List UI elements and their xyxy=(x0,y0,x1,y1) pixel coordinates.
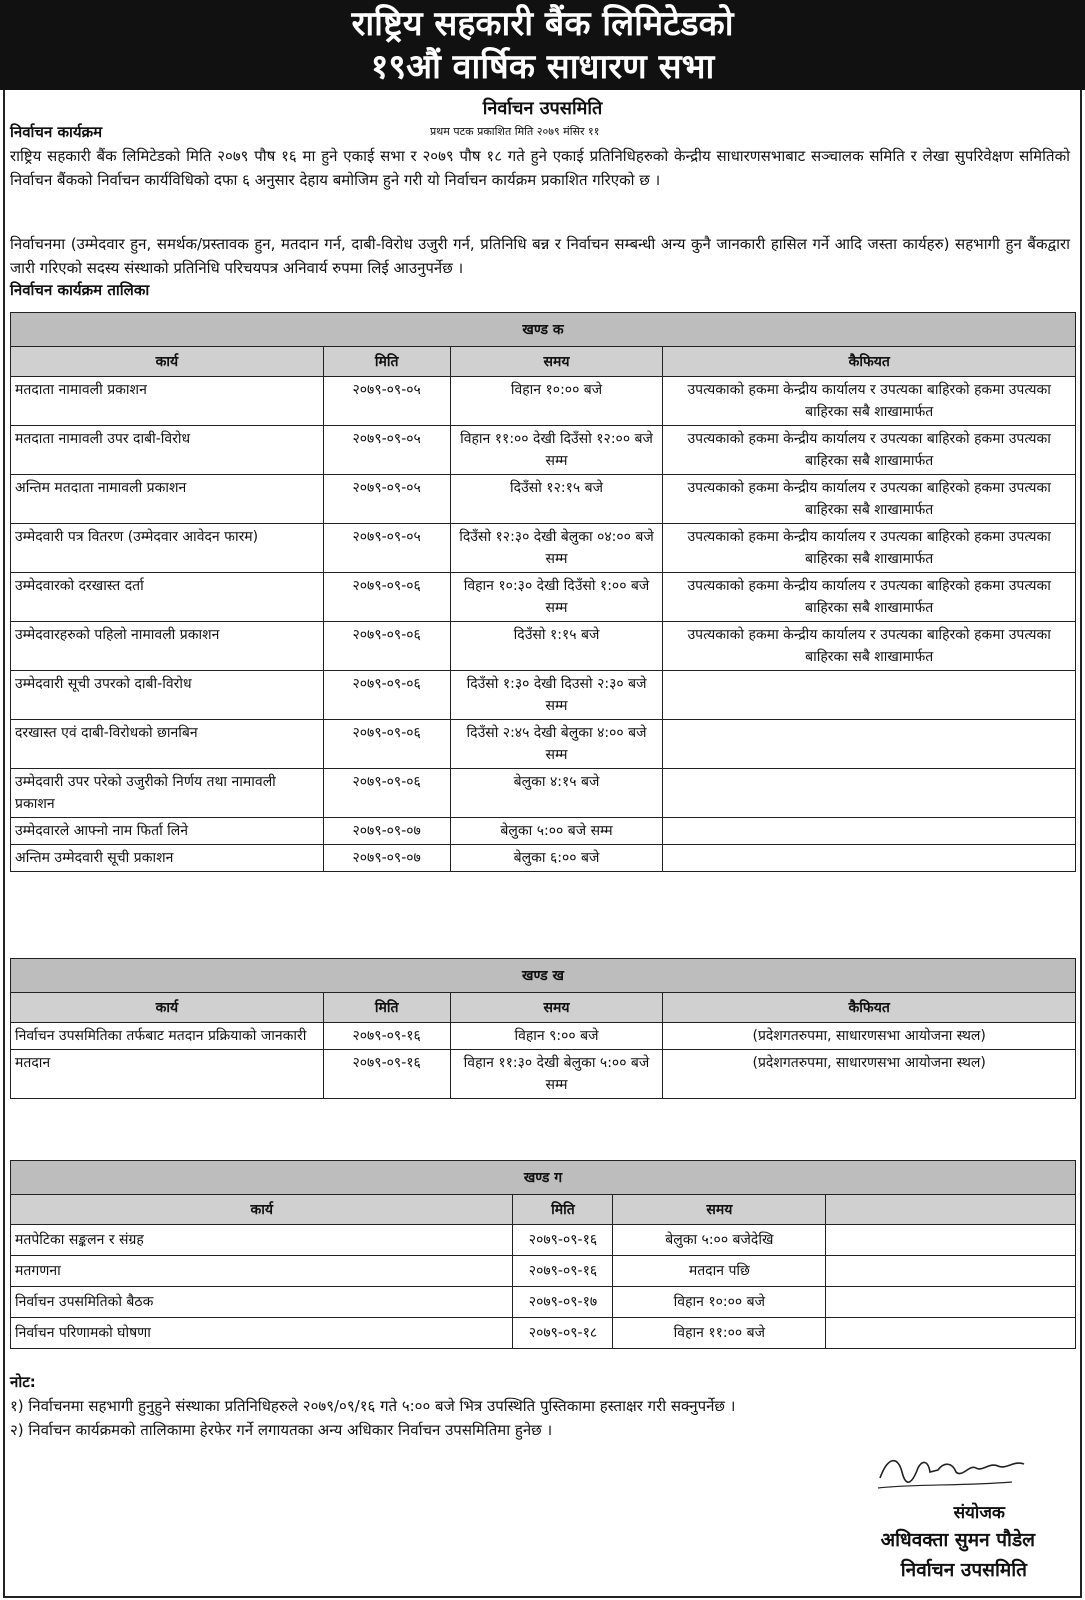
cell-time: विहान ११:०० बजे xyxy=(613,1318,826,1349)
col-header-time: समय xyxy=(450,347,663,377)
cell-remarks xyxy=(663,818,1076,845)
cell-time: विहान ९:०० बजे xyxy=(450,1023,663,1050)
table-row xyxy=(11,1050,1076,1099)
table-row xyxy=(11,475,1076,524)
notes-label: नोट: xyxy=(10,1373,36,1391)
col-header-task: कार्य xyxy=(11,1195,513,1225)
section-b-table xyxy=(10,958,1076,1099)
cell-date: २०७९-०९-१८ xyxy=(513,1318,613,1349)
cell-time: विहान १०:३० देखी दिउँसो १:०० बजे सम्म xyxy=(450,573,663,622)
col-header-remarks: कैफियत xyxy=(663,993,1076,1023)
cell-remarks xyxy=(663,845,1076,872)
cell-task: अन्तिम उम्मेदवारी सूची प्रकाशन xyxy=(11,845,324,872)
col-header-blank xyxy=(826,1195,1076,1225)
cell-remarks: उपत्यकाको हकमा केन्द्रीय कार्यालय र उपत्यका बाहिरको हकमा उपत्यका बाहिरका सबै शाखामार्फत xyxy=(663,377,1076,426)
cell-date: २०७९-०९-०६ xyxy=(323,769,450,818)
cell-date: २०७९-०९-०७ xyxy=(323,845,450,872)
cell-blank xyxy=(826,1318,1076,1349)
cell-remarks: उपत्यकाको हकमा केन्द्रीय कार्यालय र उपत्यका बाहिरको हकमा उपत्यका बाहिरका सबै शाखामार्फत xyxy=(663,622,1076,671)
cell-date: २०७९-०९-०७ xyxy=(323,818,450,845)
cell-remarks: उपत्यकाको हकमा केन्द्रीय कार्यालय र उपत्यका बाहिरको हकमा उपत्यका बाहिरका सबै शाखामार्फत xyxy=(663,524,1076,573)
cell-date: २०७९-०९-०६ xyxy=(323,720,450,769)
meeting-title: १९औं वार्षिक साधारण सभा xyxy=(370,47,715,87)
cell-remarks: (प्रदेशगतरुपमा, साधारणसभा आयोजना स्थल) xyxy=(663,1050,1076,1099)
section-c-title: खण्ड ग xyxy=(11,1161,1076,1195)
cell-date: २०७९-०९-०५ xyxy=(323,475,450,524)
cell-date: २०७९-०९-०५ xyxy=(323,524,450,573)
cell-task: उम्मेदवारहरुको पहिलो नामावली प्रकाशन xyxy=(11,622,324,671)
cell-task: निर्वाचन परिणामको घोषणा xyxy=(11,1318,513,1349)
program-label: निर्वाचन कार्यक्रम xyxy=(10,123,103,141)
table-row xyxy=(11,426,1076,475)
cell-date: २०७९-०९-०५ xyxy=(323,426,450,475)
signatory-title: संयोजक xyxy=(953,1503,1005,1523)
cell-date: २०७९-०९-०५ xyxy=(323,377,450,426)
signatory-organization: निर्वाचन उपसमिति xyxy=(900,1559,1027,1581)
cell-task: उम्मेदवारी सूची उपरको दाबी-विरोध xyxy=(11,671,324,720)
section-c-table xyxy=(10,1160,1076,1349)
cell-blank xyxy=(826,1225,1076,1256)
cell-task: उम्मेदवारी पत्र वितरण (उम्मेदवार आवेदन फारम) xyxy=(11,524,324,573)
col-header-remarks: कैफियत xyxy=(663,347,1076,377)
table-row xyxy=(11,671,1076,720)
cell-time: दिउँसो १२:१५ बजे xyxy=(450,475,663,524)
table-row xyxy=(11,1225,1076,1256)
note-1: १) निर्वाचनमा सहभागी हुनुहुने संस्थाका प्रतिनिधिहरुले २०७९/०९/१६ गते ५:०० बजे भित्र उपस्थिति पुस्तिकामा हस्ताक्षर गरी सक्नुपर्नेछ । xyxy=(10,1397,736,1415)
table-row xyxy=(11,1318,1076,1349)
cell-task: मतपेटिका सङ्कलन र संग्रह xyxy=(11,1225,513,1256)
cell-task: मतदाता नामावली उपर दाबी-विरोध xyxy=(11,426,324,475)
cell-remarks xyxy=(663,769,1076,818)
section-a-header-row xyxy=(11,347,1076,377)
schedule-table-title: निर्वाचन कार्यक्रम तालिका xyxy=(10,281,150,299)
section-b-header-row xyxy=(11,993,1076,1023)
cell-task: निर्वाचन उपसमितिको बैठक xyxy=(11,1287,513,1318)
cell-date: २०७९-०९-१६ xyxy=(323,1050,450,1099)
table-row xyxy=(11,573,1076,622)
table-row xyxy=(11,1256,1076,1287)
cell-remarks: उपत्यकाको हकमा केन्द्रीय कार्यालय र उपत्यका बाहिरको हकमा उपत्यका बाहिरका सबै शाखामार्फत xyxy=(663,426,1076,475)
cell-blank xyxy=(826,1287,1076,1318)
bank-name-title: राष्ट्रिय सहकारी बैंक लिमिटेडको xyxy=(351,4,734,44)
cell-time: दिउँसो १:१५ बजे xyxy=(450,622,663,671)
cell-remarks: उपत्यकाको हकमा केन्द्रीय कार्यालय र उपत्यका बाहिरको हकमा उपत्यका बाहिरका सबै शाखामार्फत xyxy=(663,475,1076,524)
table-row xyxy=(11,622,1076,671)
cell-time: दिउँसो २:४५ देखी बेलुका ४:०० बजे सम्म xyxy=(450,720,663,769)
note-2: २) निर्वाचन कार्यक्रमको तालिकामा हेरफेर गर्ने लगायतका अन्य अधिकार निर्वाचन उपसमितिमा हुनेछ । xyxy=(10,1421,553,1439)
cell-date: २०७९-०९-१६ xyxy=(323,1023,450,1050)
table-row xyxy=(11,720,1076,769)
election-subcommittee-heading: निर्वाचन उपसमिति xyxy=(482,98,603,119)
publication-note: प्रथम पटक प्रकाशित मिति २०७९ मंसिर ११ xyxy=(430,125,600,138)
table-row xyxy=(11,769,1076,818)
cell-time: बेलुका ५:०० बजेदेखि xyxy=(613,1225,826,1256)
col-header-task: कार्य xyxy=(11,347,324,377)
handwritten-signature xyxy=(872,1448,1032,1496)
table-row xyxy=(11,1287,1076,1318)
cell-date: २०७९-०९-०६ xyxy=(323,622,450,671)
cell-task: मतदाता नामावली प्रकाशन xyxy=(11,377,324,426)
col-header-date: मिति xyxy=(323,993,450,1023)
signatory-name: अधिवक्ता सुमन पौडेल xyxy=(880,1529,1035,1551)
cell-time: मतदान पछि xyxy=(613,1256,826,1287)
cell-remarks xyxy=(663,671,1076,720)
cell-date: २०७९-०९-१६ xyxy=(513,1256,613,1287)
cell-time: दिउँसो १:३० देखी दिउसो २:३० बजे सम्म xyxy=(450,671,663,720)
cell-date: २०७९-०९-१७ xyxy=(513,1287,613,1318)
cell-task: निर्वाचन उपसमितिका तर्फबाट मतदान प्रक्रियाको जानकारी xyxy=(11,1023,324,1050)
cell-task: मतगणना xyxy=(11,1256,513,1287)
header-banner xyxy=(0,0,1085,90)
cell-remarks: (प्रदेशगतरुपमा, साधारणसभा आयोजना स्थल) xyxy=(663,1023,1076,1050)
requirements-paragraph: निर्वाचनमा (उम्मेदवार हुन, समर्थक/प्रस्तावक हुन, मतदान गर्न, दाबी-विरोध उजुरी गर्न, प्रतिनिधि बन्न र निर्वाचन सम्बन्धी अन्य कुनै जानकारी हासिल गर्ने आदि जस्ता कार्यहरु) सहभागी हुन बैंकद्वारा जारी गरिएको सदस्य संस्थाको प्रतिनिधि परिचयपत्र अनिवार्य रुपमा लिई आउनुपर्नेछ । xyxy=(10,235,1070,277)
cell-date: २०७९-०९-१६ xyxy=(513,1225,613,1256)
cell-time: बेलुका ४:१५ बजे xyxy=(450,769,663,818)
cell-task: उम्मेदवारको दरखास्त दर्ता xyxy=(11,573,324,622)
cell-time: दिउँसो १२:३० देखी बेलुका ०४:०० बजे सम्म xyxy=(450,524,663,573)
cell-task: मतदान xyxy=(11,1050,324,1099)
cell-time: विहान १०:०० बजे xyxy=(613,1287,826,1318)
table-row xyxy=(11,524,1076,573)
cell-time: बेलुका ५:०० बजे सम्म xyxy=(450,818,663,845)
section-b-title: खण्ड ख xyxy=(11,959,1076,993)
table-row xyxy=(11,377,1076,426)
col-header-date: मिति xyxy=(323,347,450,377)
table-row xyxy=(11,1023,1076,1050)
cell-date: २०७९-०९-०६ xyxy=(323,573,450,622)
col-header-task: कार्य xyxy=(11,993,324,1023)
cell-task: उम्मेदवारले आफ्नो नाम फिर्ता लिने xyxy=(11,818,324,845)
cell-date: २०७९-०९-०६ xyxy=(323,671,450,720)
intro-paragraph: राष्ट्रिय सहकारी बैंक लिमिटेडको मिति २०७९ पौष १६ मा हुने एकाई सभा र २०७९ पौष १८ गते हुने एकाई प्रतिनिधिहरुको केन्द्रीय साधारणसभाबाट सञ्चालक समिति र लेखा सुपरिवेक्षण समितिको निर्वाचन बैंकको निर्वाचन कार्यविधिको दफा ६ अनुसार देहाय बमोजिम हुने गरी यो निर्वाचन कार्यक्रम प्रकाशित गरिएको छ । xyxy=(10,147,1070,189)
col-header-time: समय xyxy=(613,1195,826,1225)
cell-remarks: उपत्यकाको हकमा केन्द्रीय कार्यालय र उपत्यका बाहिरको हकमा उपत्यका बाहिरका सबै शाखामार्फत xyxy=(663,573,1076,622)
col-header-time: समय xyxy=(450,993,663,1023)
cell-time: बेलुका ६:०० बजे xyxy=(450,845,663,872)
cell-task: उम्मेदवारी उपर परेको उजुरीको निर्णय तथा नामावली प्रकाशन xyxy=(11,769,324,818)
cell-remarks xyxy=(663,720,1076,769)
col-header-date: मिति xyxy=(513,1195,613,1225)
section-a-table xyxy=(10,312,1076,872)
cell-time: विहान १०:०० बजे xyxy=(450,377,663,426)
table-row xyxy=(11,845,1076,872)
cell-time: विहान ११:०० देखी दिउँसो १२:०० बजे सम्म xyxy=(450,426,663,475)
section-c-header-row xyxy=(11,1195,1076,1225)
cell-time: विहान ११:३० देखी बेलुका ५:०० बजे सम्म xyxy=(450,1050,663,1099)
section-a-title: खण्ड क xyxy=(11,313,1076,347)
cell-task: अन्तिम मतदाता नामावली प्रकाशन xyxy=(11,475,324,524)
cell-task: दरखास्त एवं दाबी-विरोधको छानबिन xyxy=(11,720,324,769)
table-row xyxy=(11,818,1076,845)
cell-blank xyxy=(826,1256,1076,1287)
